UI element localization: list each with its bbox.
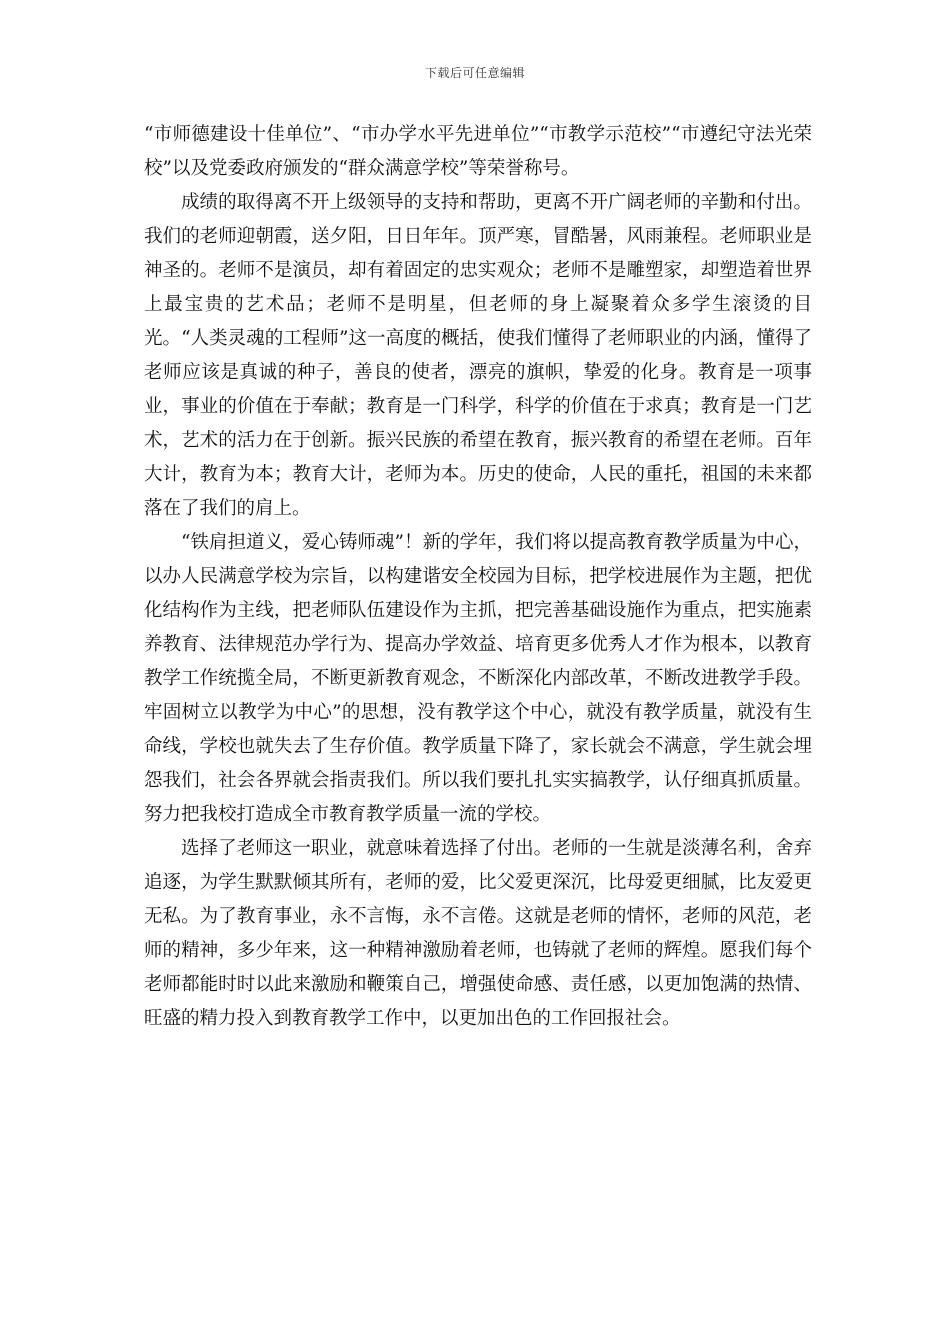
paragraph-achievements: 成绩的取得离不开上级领导的支持和帮助，更离不开广阔老师的辛勤和付出。我们的老师迎朝霞，送夕阳，日日年年。顶严寒，冒酷暑，风雨兼程。老师职业是神圣的。老师不是演员，却有着固定的忠实观众；老师不是雕塑家，却塑造着世界上最宝贵的艺术品；老师不是明星，但老师的身上凝聚着众多学生滚烫的目光。“人类灵魂的工程师”这一高度的概括，使我们懂得了老师职业的内涵，懂得了老师应该是真诚的种子，善良的使者，漂亮的旗帜，挚爱的化身。教育是一项事业，事业的价值在于奉献；教育是一门科学，科学的价值在于求真；教育是一门艺术，艺术的活力在于创新。振兴民族的希望在教育，振兴教育的希望在老师。百年大计，教育为本；教育大计，老师为本。历史的使命，人民的重托，祖国的未来都落在了我们的肩上。: [144, 192, 812, 519]
paragraph-teacher-dedication: 选择了老师这一职业，就意味着选择了付出。老师的一生就是淡薄名利，舍弃追逐，为学生默默倾其所有，老师的爱，比父爱更深沉，比母爱更细腻，比友爱更无私。为了教育事业，永不言悔，永不言倦。这就是老师的情怀，老师的风范，老师的精神，多少年来，这一种精神激励着老师，也铸就了老师的辉煌。愿我们每个老师都能时时以此来激励和鞭策自己，增强使命感、责任感，以更加饱满的热情、旺盛的精力投入到教育教学工作中，以更加出色的工作回报社会。: [144, 838, 812, 1029]
paragraph-new-school-year: “铁肩担道义，爱心铸师魂”！新的学年，我们将以提高教育教学质量为中心，以办人民满意学校为宗旨，以构建谐安全校园为目标，把学校进展作为主题，把优化结构作为主线，把老师队伍建设作为主抓，把完善基础设施作为重点，把实施素养教育、法律规范办学行为、提高办学效益、培育更多优秀人才作为根本，以教育教学工作统揽全局，不断更新教育观念，不断深化内部改革，不断改进教学手段。牢固树立以教学为中心”的思想，没有教学这个中心，就没有教学质量，就没有生命线，学校也就失去了生存价值。教学质量下降了，家长就会不满意，学生就会埋怨我们，社会各界就会指责我们。所以我们要扎扎实实搞教学，认仔细真抓质量。努力把我校打造成全市教育教学质量一流的学校。: [144, 532, 812, 825]
paragraph-honors: “市师德建设十佳单位”、“市办学水平先进单位”“市教学示范校”“市遵纪守法光荣校”以及党委政府颁发的“群众满意学校”等荣誉称号。: [144, 124, 812, 179]
document-body: [144, 118, 812, 1036]
page-header: 下载后可任意编辑: [424, 66, 525, 80]
